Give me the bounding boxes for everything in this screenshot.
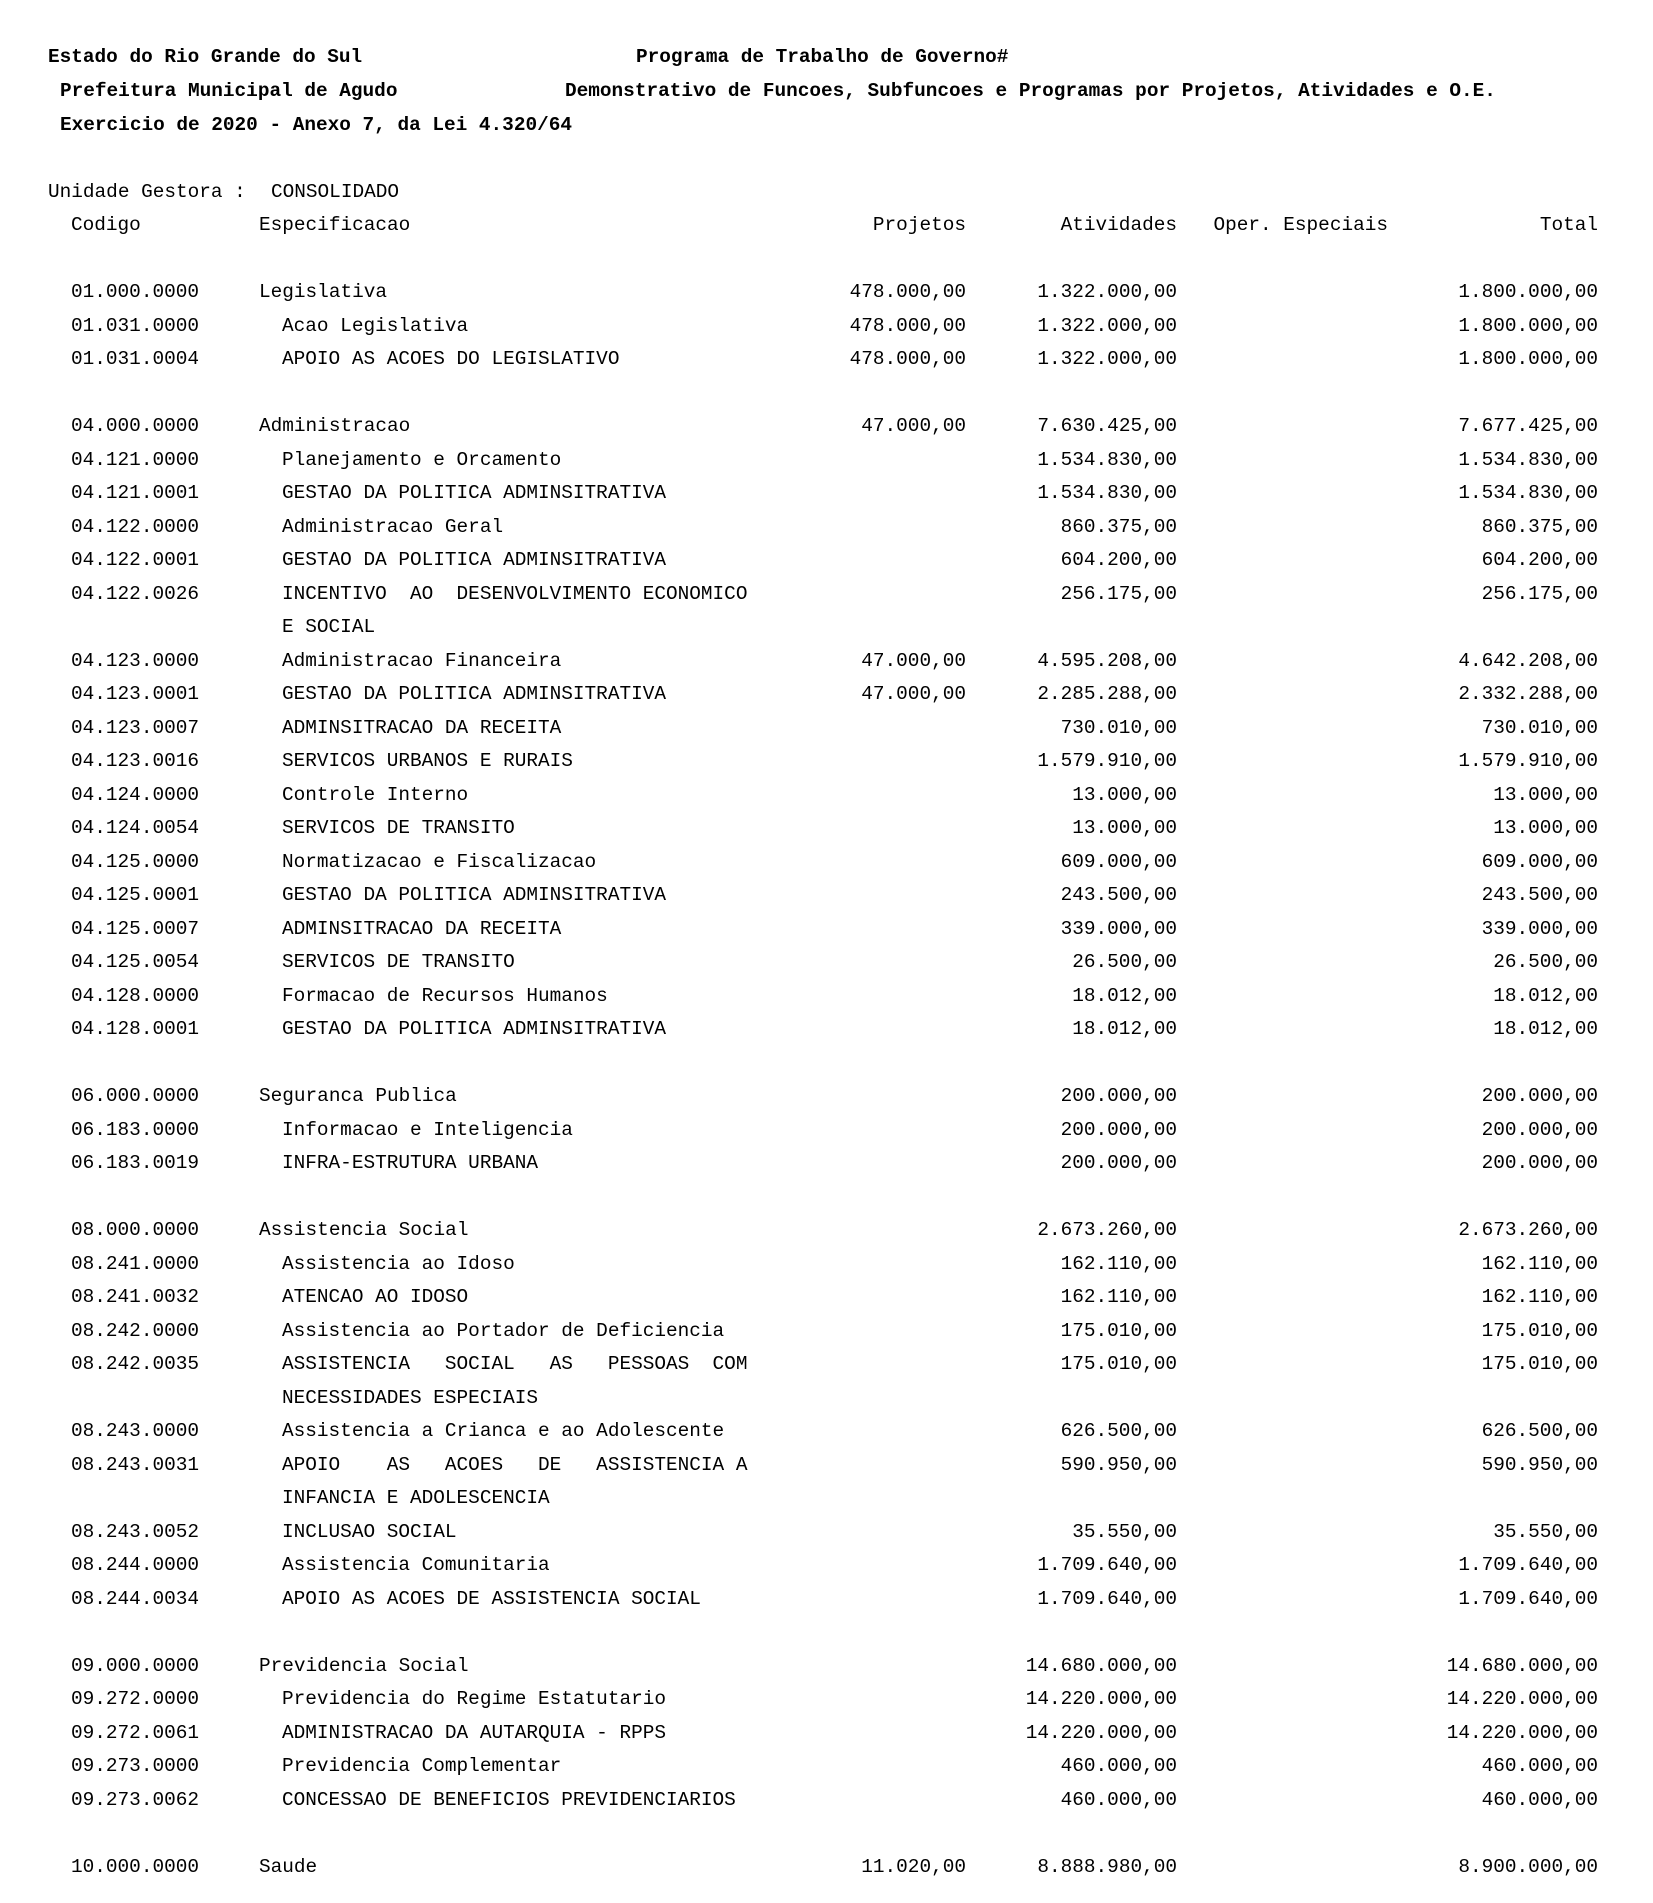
row-activities-value: 13.000,00	[1072, 783, 1177, 806]
row-activities-value: 8.888.980,00	[1037, 1855, 1177, 1878]
function-row	[0, 1855, 1653, 1889]
row-spacer	[0, 1051, 1653, 1085]
table-row	[0, 1252, 1653, 1286]
row-total-value: 860.375,00	[1481, 515, 1598, 538]
table-row	[0, 1386, 1653, 1420]
row-total-value: 14.220.000,00	[1446, 1688, 1598, 1710]
table-row	[0, 682, 1653, 716]
row-specification: ASSISTENCIA SOCIAL AS PESSOAS COM	[282, 1353, 748, 1375]
row-code: 08.241.0000	[71, 1252, 199, 1275]
row-code: 04.128.0000	[71, 984, 199, 1007]
table-row	[0, 1319, 1653, 1353]
row-specification: ADMINISTRACAO DA AUTARQUIA - RPPS	[282, 1721, 666, 1744]
row-specification: Assistencia Comunitaria	[282, 1554, 550, 1576]
row-code: 09.273.0000	[71, 1755, 199, 1777]
row-code: 04.123.0007	[71, 716, 199, 739]
row-code: 06.000.0000	[71, 1085, 199, 1107]
table-row	[0, 816, 1653, 850]
row-activities-value: 18.012,00	[1072, 984, 1177, 1007]
row-activities-value: 35.550,00	[1072, 1520, 1177, 1543]
row-specification: GESTAO DA POLITICA ADMINSITRATIVA	[282, 1018, 666, 1040]
row-code: 08.241.0032	[71, 1286, 199, 1308]
row-code: 08.000.0000	[71, 1219, 199, 1241]
function-row	[0, 280, 1653, 314]
table-row	[0, 1754, 1653, 1788]
table-row	[0, 749, 1653, 783]
row-activities-value: 14.220.000,00	[1025, 1688, 1177, 1710]
row-code: 04.123.0016	[71, 750, 199, 772]
row-specification: SERVICOS DE TRANSITO	[282, 817, 515, 839]
col-header-special-ops: Oper. Especiais	[1213, 214, 1388, 236]
row-total-value: 256.175,00	[1481, 582, 1598, 605]
row-projects-value: 11.020,00	[861, 1855, 966, 1878]
row-total-value: 35.550,00	[1493, 1520, 1598, 1543]
table-row	[0, 448, 1653, 482]
row-code: 04.124.0054	[71, 817, 199, 839]
col-header-total: Total	[1539, 214, 1598, 236]
table-row	[0, 1587, 1653, 1621]
row-total-value: 200.000,00	[1481, 1118, 1598, 1141]
row-activities-value: 460.000,00	[1060, 1755, 1177, 1777]
row-specification: Previdencia Complementar	[282, 1755, 562, 1777]
row-total-value: 1.709.640,00	[1458, 1587, 1598, 1610]
table-row	[0, 1788, 1653, 1822]
row-specification: Planejamento e Orcamento	[282, 448, 562, 471]
row-specification: NECESSIDADES ESPECIAIS	[282, 1386, 538, 1409]
row-specification: Legislativa	[259, 281, 387, 303]
row-specification: Assistencia a Crianca e ao Adolescente	[282, 1420, 725, 1442]
table-row	[0, 1721, 1653, 1755]
row-activities-value: 860.375,00	[1060, 515, 1177, 538]
row-specification: Administracao	[259, 415, 411, 437]
row-spacer	[0, 1821, 1653, 1855]
row-total-value: 2.673.260,00	[1458, 1219, 1598, 1241]
row-total-value: 1.800.000,00	[1458, 314, 1598, 337]
row-code: 04.122.0026	[71, 582, 199, 605]
row-total-value: 175.010,00	[1481, 1353, 1598, 1375]
col-header-spec: Especificacao	[259, 214, 411, 236]
row-code: 04.124.0000	[71, 783, 199, 806]
row-specification: CONCESSAO DE BENEFICIOS PREVIDENCIARIOS	[282, 1788, 736, 1811]
row-code: 01.031.0000	[71, 314, 199, 337]
row-specification: INFANCIA E ADOLESCENCIA	[282, 1487, 550, 1509]
row-total-value: 243.500,00	[1481, 884, 1598, 906]
table-row	[0, 1017, 1653, 1051]
row-activities-value: 1.322.000,00	[1037, 348, 1177, 370]
row-activities-value: 1.709.640,00	[1037, 1554, 1177, 1576]
row-total-value: 162.110,00	[1481, 1286, 1598, 1308]
row-total-value: 14.680.000,00	[1446, 1654, 1598, 1677]
row-total-value: 1.800.000,00	[1458, 348, 1598, 370]
row-code: 04.122.0001	[71, 549, 199, 571]
exercise-line: Exercicio de 2020 - Anexo 7, da Lei 4.320/64	[60, 114, 572, 136]
row-activities-value: 1.322.000,00	[1037, 281, 1177, 303]
table-row	[0, 1118, 1653, 1152]
row-activities-value: 14.680.000,00	[1025, 1654, 1177, 1677]
function-row	[0, 414, 1653, 448]
table-row	[0, 1352, 1653, 1386]
row-total-value: 18.012,00	[1493, 1018, 1598, 1040]
row-specification: Administracao Geral	[282, 515, 504, 538]
row-code: 04.125.0000	[71, 850, 199, 873]
row-activities-value: 1.322.000,00	[1037, 314, 1177, 337]
row-code: 09.273.0062	[71, 1788, 199, 1811]
table-row	[0, 1151, 1653, 1185]
row-activities-value: 200.000,00	[1060, 1118, 1177, 1141]
row-projects-value: 47.000,00	[861, 415, 966, 437]
row-total-value: 175.010,00	[1481, 1319, 1598, 1342]
row-specification: Administracao Financeira	[282, 649, 562, 672]
table-row	[0, 649, 1653, 683]
table-row	[0, 917, 1653, 951]
row-code: 09.000.0000	[71, 1654, 199, 1677]
row-total-value: 1.800.000,00	[1458, 281, 1598, 303]
row-specification: Previdencia do Regime Estatutario	[282, 1688, 666, 1710]
row-activities-value: 609.000,00	[1060, 850, 1177, 873]
unit-value: CONSOLIDADO	[271, 181, 399, 203]
row-activities-value: 200.000,00	[1060, 1085, 1177, 1107]
row-spacer	[0, 381, 1653, 415]
row-specification: GESTAO DA POLITICA ADMINSITRATIVA	[282, 884, 666, 906]
row-activities-value: 1.534.830,00	[1037, 448, 1177, 471]
table-row	[0, 716, 1653, 750]
row-projects-value: 47.000,00	[861, 649, 966, 672]
row-specification: INCENTIVO AO DESENVOLVIMENTO ECONOMICO	[282, 582, 748, 605]
row-total-value: 339.000,00	[1481, 917, 1598, 940]
report-subtitle: Demonstrativo de Funcoes, Subfuncoes e Programas por Projetos, Atividades e O.E.	[565, 80, 1496, 102]
row-specification: Assistencia ao Idoso	[282, 1252, 515, 1275]
table-row	[0, 548, 1653, 582]
row-specification: E SOCIAL	[282, 616, 376, 638]
row-activities-value: 200.000,00	[1060, 1152, 1177, 1174]
row-code: 08.243.0000	[71, 1420, 199, 1442]
row-activities-value: 460.000,00	[1060, 1788, 1177, 1811]
row-code: 04.123.0001	[71, 683, 199, 705]
row-total-value: 1.534.830,00	[1458, 448, 1598, 471]
row-code: 09.272.0061	[71, 1721, 199, 1744]
row-activities-value: 162.110,00	[1060, 1286, 1177, 1308]
row-code: 04.121.0001	[71, 482, 199, 504]
row-specification: ADMINSITRACAO DA RECEITA	[282, 716, 562, 739]
row-code: 04.122.0000	[71, 515, 199, 538]
row-total-value: 460.000,00	[1481, 1788, 1598, 1811]
table-row	[0, 515, 1653, 549]
row-code: 09.272.0000	[71, 1688, 199, 1710]
row-activities-value: 590.950,00	[1060, 1453, 1177, 1476]
col-header-activities: Atividades	[1060, 214, 1177, 236]
row-specification: Previdencia Social	[259, 1654, 469, 1677]
row-total-value: 730.010,00	[1481, 716, 1598, 739]
table-row	[0, 615, 1653, 649]
row-spacer	[0, 1620, 1653, 1654]
row-total-value: 2.332.288,00	[1458, 683, 1598, 705]
row-code: 04.125.0001	[71, 884, 199, 906]
table-row	[0, 1687, 1653, 1721]
row-code: 04.000.0000	[71, 415, 199, 437]
row-activities-value: 1.579.910,00	[1037, 750, 1177, 772]
row-code: 08.244.0000	[71, 1554, 199, 1576]
table-row	[0, 783, 1653, 817]
row-specification: GESTAO DA POLITICA ADMINSITRATIVA	[282, 549, 666, 571]
function-row	[0, 1654, 1653, 1688]
program-title: Programa de Trabalho de Governo#	[636, 46, 1009, 68]
function-row	[0, 1084, 1653, 1118]
row-total-value: 1.579.910,00	[1458, 750, 1598, 772]
row-code: 04.128.0001	[71, 1018, 199, 1040]
row-activities-value: 14.220.000,00	[1025, 1721, 1177, 1744]
row-specification: Informacao e Inteligencia	[282, 1118, 573, 1141]
state-name: Estado do Rio Grande do Sul	[48, 46, 363, 68]
row-specification: GESTAO DA POLITICA ADMINSITRATIVA	[282, 683, 666, 705]
row-activities-value: 175.010,00	[1060, 1353, 1177, 1375]
table-row	[0, 883, 1653, 917]
table-row	[0, 850, 1653, 884]
row-specification: Acao Legislativa	[282, 314, 469, 337]
row-activities-value: 4.595.208,00	[1037, 649, 1177, 672]
row-code: 08.243.0052	[71, 1520, 199, 1543]
row-specification: Formacao de Recursos Humanos	[282, 984, 608, 1007]
table-row	[0, 1453, 1653, 1487]
unit-label: Unidade Gestora :	[48, 181, 246, 203]
row-code: 08.242.0000	[71, 1319, 199, 1342]
row-code: 04.125.0007	[71, 917, 199, 940]
row-activities-value: 256.175,00	[1060, 582, 1177, 605]
row-code: 04.121.0000	[71, 448, 199, 471]
row-total-value: 1.534.830,00	[1458, 482, 1598, 504]
table-row	[0, 347, 1653, 381]
row-code: 01.000.0000	[71, 281, 199, 303]
table-row	[0, 950, 1653, 984]
row-total-value: 1.709.640,00	[1458, 1554, 1598, 1576]
function-row	[0, 1218, 1653, 1252]
col-header-code: Codigo	[71, 214, 141, 236]
row-total-value: 13.000,00	[1493, 783, 1598, 806]
row-projects-value: 478.000,00	[849, 314, 966, 337]
row-activities-value: 243.500,00	[1060, 884, 1177, 906]
column-headers	[0, 213, 1653, 247]
row-activities-value: 7.630.425,00	[1037, 415, 1177, 437]
row-specification: Assistencia Social	[259, 1219, 469, 1241]
table-row	[0, 481, 1653, 515]
row-projects-value: 47.000,00	[861, 683, 966, 705]
row-total-value: 14.220.000,00	[1446, 1721, 1598, 1744]
row-activities-value: 1.534.830,00	[1037, 482, 1177, 504]
row-activities-value: 1.709.640,00	[1037, 1587, 1177, 1610]
table-row	[0, 1553, 1653, 1587]
row-specification: INFRA-ESTRUTURA URBANA	[282, 1152, 538, 1174]
row-code: 08.244.0034	[71, 1587, 199, 1610]
row-spacer	[0, 1185, 1653, 1219]
municipality-name: Prefeitura Municipal de Agudo	[60, 80, 398, 102]
table-row	[0, 1419, 1653, 1453]
row-total-value: 26.500,00	[1493, 951, 1598, 973]
row-activities-value: 2.673.260,00	[1037, 1219, 1177, 1241]
row-total-value: 4.642.208,00	[1458, 649, 1598, 672]
row-total-value: 626.500,00	[1481, 1420, 1598, 1442]
row-specification: SERVICOS URBANOS E RURAIS	[282, 750, 573, 772]
table-row	[0, 1520, 1653, 1554]
row-specification: Assistencia ao Portador de Deficiencia	[282, 1319, 725, 1342]
row-activities-value: 13.000,00	[1072, 817, 1177, 839]
row-total-value: 8.900.000,00	[1458, 1855, 1598, 1878]
row-specification: SERVICOS DE TRANSITO	[282, 951, 515, 973]
row-activities-value: 604.200,00	[1060, 549, 1177, 571]
row-specification: Normatizacao e Fiscalizacao	[282, 850, 597, 873]
row-total-value: 609.000,00	[1481, 850, 1598, 873]
row-code: 04.123.0000	[71, 649, 199, 672]
row-activities-value: 626.500,00	[1060, 1420, 1177, 1442]
row-code: 01.031.0004	[71, 348, 199, 370]
row-activities-value: 18.012,00	[1072, 1018, 1177, 1040]
row-total-value: 7.677.425,00	[1458, 415, 1598, 437]
col-header-projects: Projetos	[872, 214, 966, 236]
row-total-value: 18.012,00	[1493, 984, 1598, 1007]
row-code: 08.242.0035	[71, 1353, 199, 1375]
table-row	[0, 314, 1653, 348]
row-projects-value: 478.000,00	[849, 348, 966, 370]
row-activities-value: 2.285.288,00	[1037, 683, 1177, 705]
row-total-value: 162.110,00	[1481, 1252, 1598, 1275]
table-row	[0, 1486, 1653, 1520]
row-specification: ADMINSITRACAO DA RECEITA	[282, 917, 562, 940]
row-code: 08.243.0031	[71, 1453, 199, 1476]
row-projects-value: 478.000,00	[849, 281, 966, 303]
row-specification: APOIO AS ACOES DE ASSISTENCIA SOCIAL	[282, 1587, 701, 1610]
row-specification: GESTAO DA POLITICA ADMINSITRATIVA	[282, 482, 666, 504]
row-activities-value: 162.110,00	[1060, 1252, 1177, 1275]
table-row	[0, 582, 1653, 616]
row-specification: Controle Interno	[282, 783, 469, 806]
row-total-value: 200.000,00	[1481, 1152, 1598, 1174]
row-code: 06.183.0019	[71, 1152, 199, 1174]
row-total-value: 604.200,00	[1481, 549, 1598, 571]
row-specification: APOIO AS ACOES DE ASSISTENCIA A	[282, 1453, 748, 1476]
row-code: 04.125.0054	[71, 951, 199, 973]
table-row	[0, 1285, 1653, 1319]
row-specification: ATENCAO AO IDOSO	[282, 1286, 469, 1308]
row-total-value: 460.000,00	[1481, 1755, 1598, 1777]
row-code: 06.183.0000	[71, 1118, 199, 1141]
row-activities-value: 730.010,00	[1060, 716, 1177, 739]
row-specification: Saude	[259, 1855, 318, 1878]
row-specification: Seguranca Publica	[259, 1085, 457, 1107]
row-code: 10.000.0000	[71, 1855, 199, 1878]
table-row	[0, 984, 1653, 1018]
row-activities-value: 339.000,00	[1060, 917, 1177, 940]
row-activities-value: 175.010,00	[1060, 1319, 1177, 1342]
row-specification: INCLUSAO SOCIAL	[282, 1520, 457, 1543]
row-activities-value: 26.500,00	[1072, 951, 1177, 973]
row-total-value: 590.950,00	[1481, 1453, 1598, 1476]
row-total-value: 13.000,00	[1493, 817, 1598, 839]
row-specification: APOIO AS ACOES DO LEGISLATIVO	[282, 348, 620, 370]
row-total-value: 200.000,00	[1481, 1085, 1598, 1107]
